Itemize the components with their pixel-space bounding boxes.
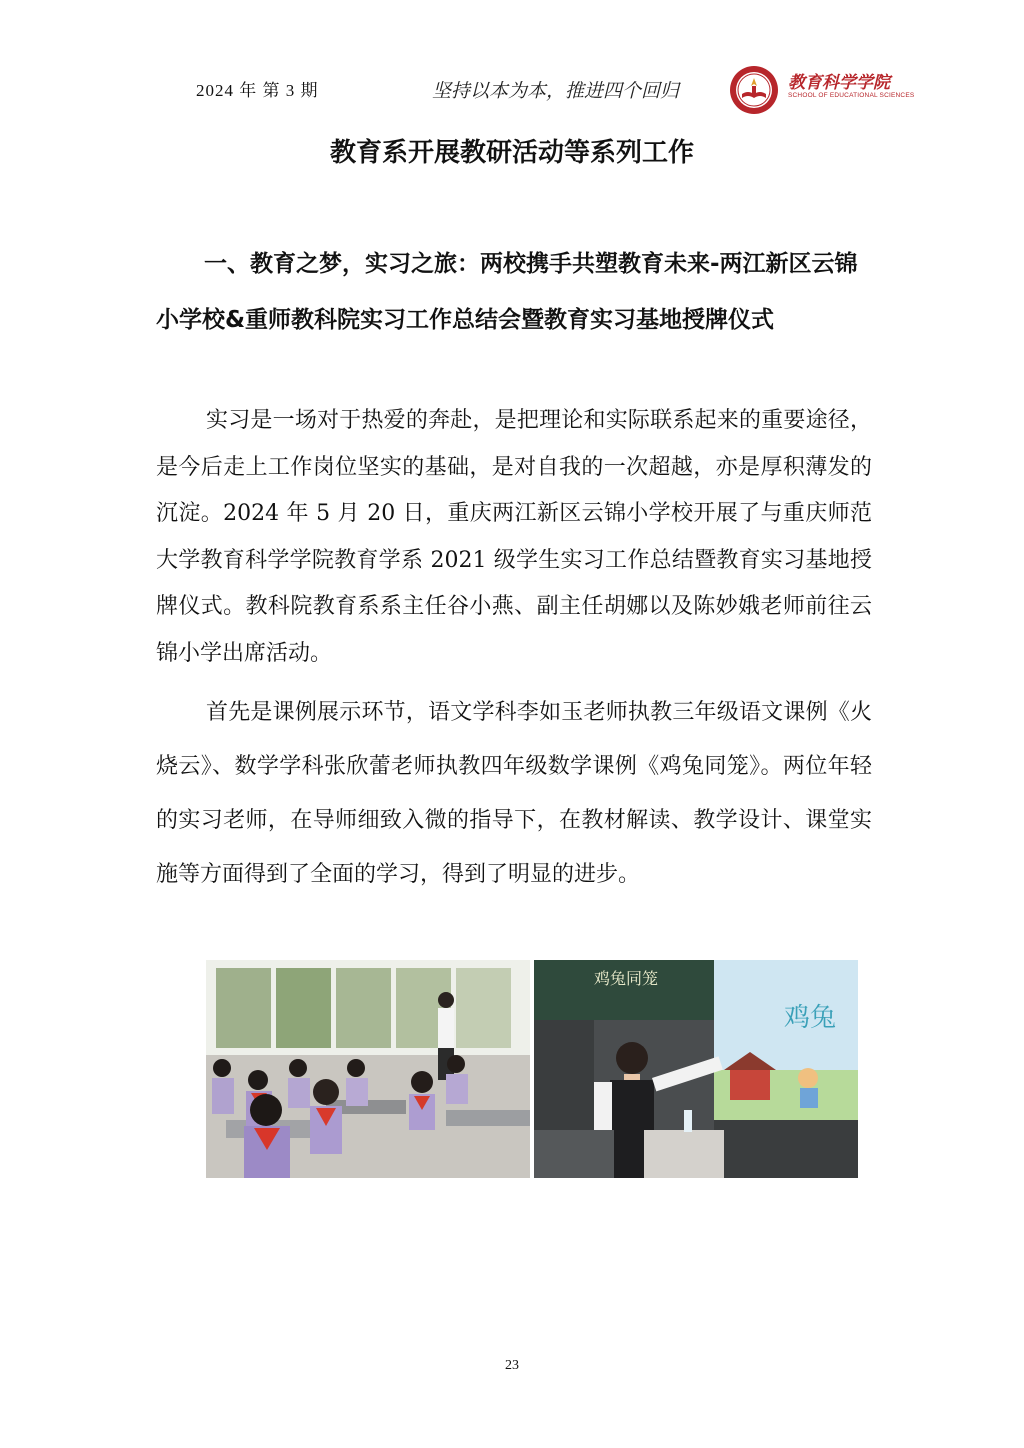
section-heading: 一、教育之梦，实习之旅：两校携手共塑教育未来-两江新区云锦小学校&重师教科院实习工作总结会暨教育实习基地授牌仪式 <box>156 251 858 333</box>
school-emblem-icon <box>728 64 780 116</box>
photo-row <box>206 960 858 1178</box>
header-issue: 2024 年 第 3 期 <box>196 81 319 100</box>
screen-text: 鸡兔 <box>784 1003 837 1033</box>
classroom-students-photo <box>206 960 530 1178</box>
body-paragraph-1: 实习是一场对于热爱的奔赴，是把理论和实际联系起来的重要途径，是今后走上工作岗位坚实的基础，是对自我的一次超越，亦是厚积薄发的沉淀。2024 年 5 月 20 日，重庆两江新区云锦小学校开展了与重庆师范大学教育科学学院教育学系 2021 级学生实习工作总结暨教育实习基地授牌仪式。教科院教育系系主任谷小燕、副主任胡娜以及陈妙娥老师前往云锦小学出席活动。 <box>156 408 872 666</box>
body-paragraph-2: 首先是课例展示环节，语文学科李如玉老师执教三年级语文课例《火烧云》、数学学科张欣蕾老师执教四年级数学课例《鸡兔同笼》。两位年轻的实习老师，在导师细致入微的指导下，在教材解读、教学设计、课堂实施等方面得到了全面的学习，得到了明显的进步。 <box>156 700 872 887</box>
teacher-lesson-photo <box>534 960 858 1178</box>
page-title: 教育系开展教研活动等系列工作 <box>329 138 694 168</box>
board-title: 鸡兔同笼 <box>594 969 659 988</box>
header-slogan: 坚持以本为本，推进四个回归 <box>432 80 680 102</box>
logo-subtitle: SCHOOL OF EDUCATIONAL SCIENCES <box>788 92 915 99</box>
logo-name: 教育科学学院 <box>788 73 890 93</box>
page-number: 23 <box>505 1358 519 1373</box>
school-logo <box>726 62 915 118</box>
